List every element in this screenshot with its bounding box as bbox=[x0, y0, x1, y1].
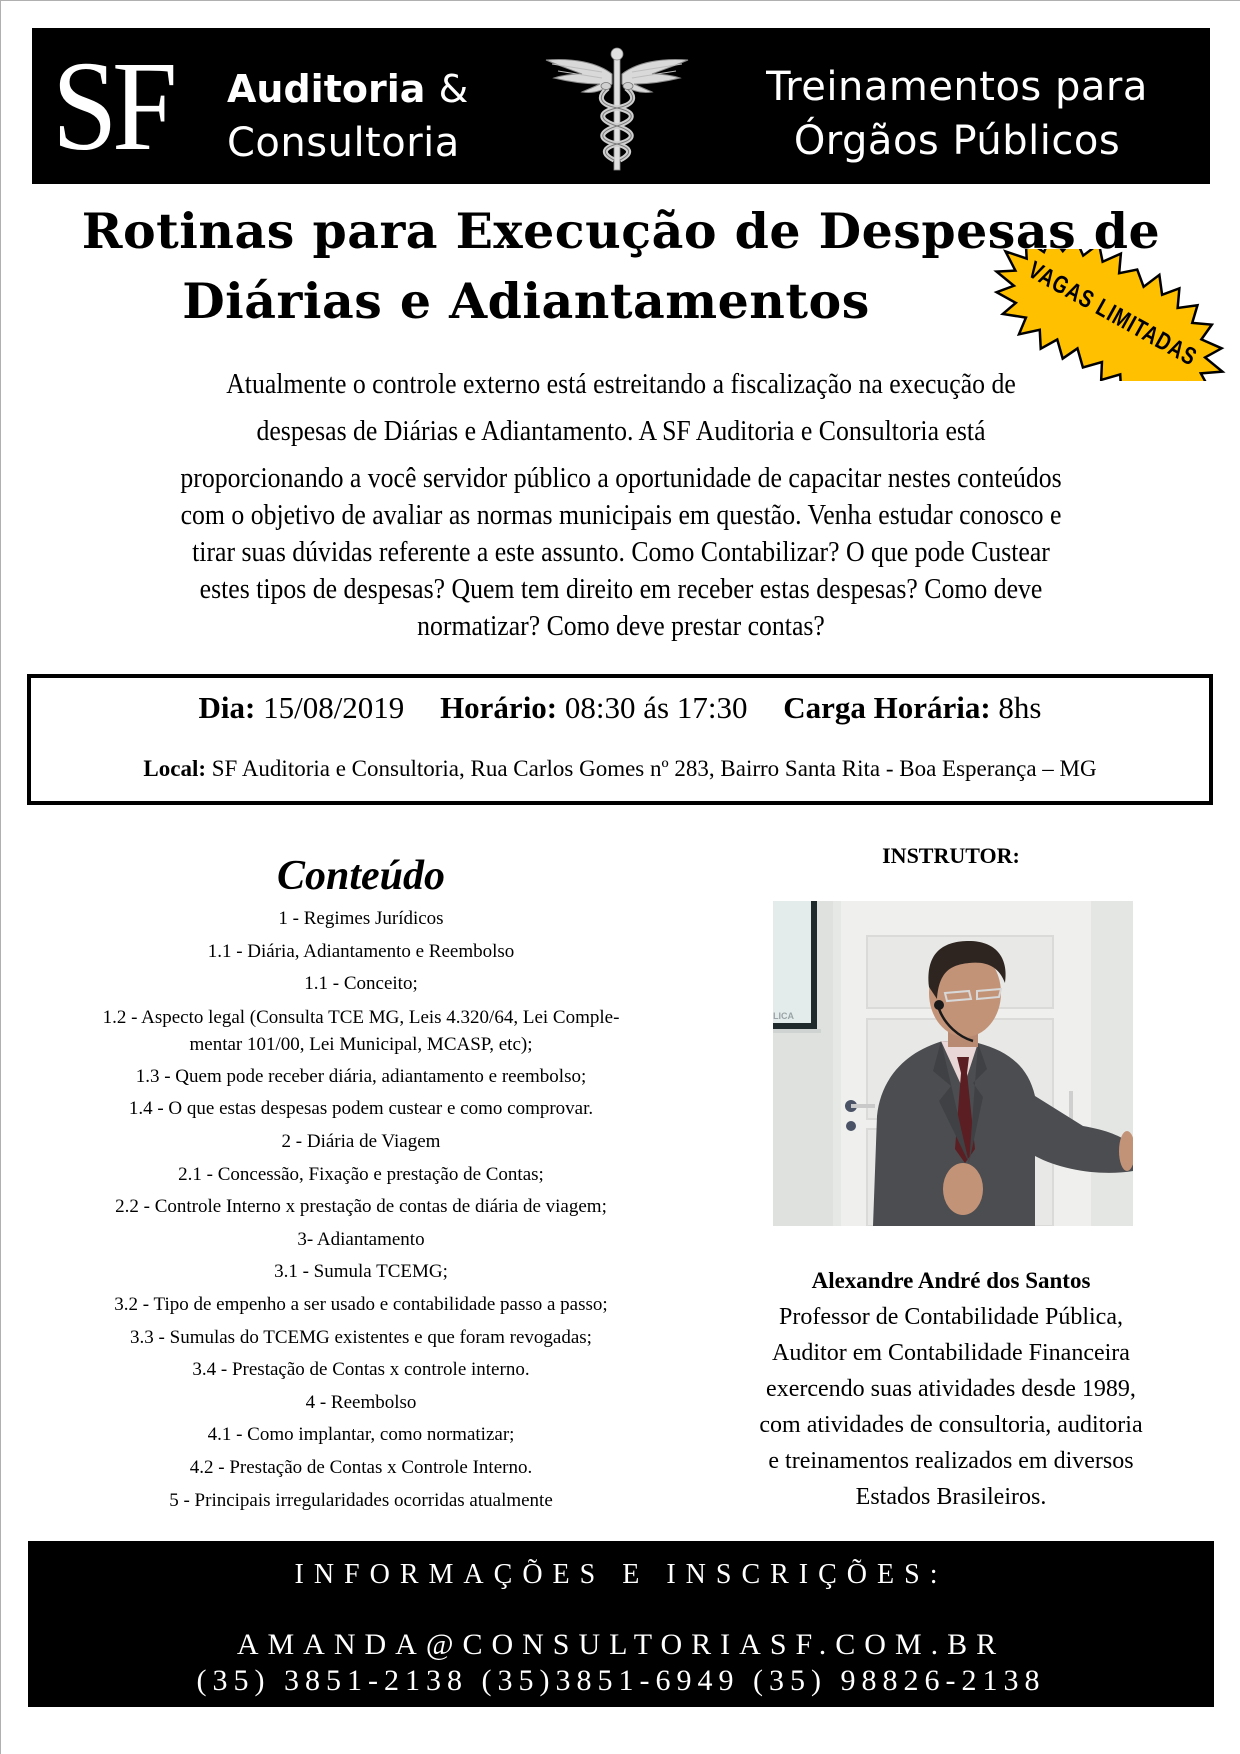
instructor-photo-illustration bbox=[773, 901, 1133, 1226]
list-item: 4.2 - Prestação de Contas x Controle Interno. bbox=[189, 1456, 533, 1478]
event-time bbox=[440, 688, 747, 728]
svg-text:LICA: LICA bbox=[773, 1011, 794, 1021]
page-title-line2: Diárias e Adiantamentos bbox=[182, 272, 870, 330]
instructor-bio-line: com atividades de consultoria, auditoria bbox=[759, 1412, 1143, 1438]
intro-line: tirar suas dúvidas referente a este assunto. Como Contabilizar? O que pode Custear bbox=[192, 537, 1050, 568]
header-banner bbox=[32, 28, 1210, 184]
event-time-value: 08:30 ás 17:30 bbox=[564, 690, 748, 725]
contents-title: Conteúdo bbox=[276, 853, 446, 899]
list-item: 2.1 - Concessão, Fixação e prestação de Contas; bbox=[178, 1163, 544, 1185]
list-item-part: mentar 101/00, Lei Municipal, MCASP, etc); bbox=[189, 1033, 533, 1055]
company-name-ampersand: & bbox=[438, 67, 469, 111]
intro-line: estes tipos de despesas? Quem tem direito em receber estas despesas? Como deve bbox=[199, 574, 1043, 605]
event-location bbox=[31, 753, 1209, 785]
instructor-name: Alexandre André dos Santos bbox=[811, 1268, 1091, 1293]
company-name-line1: Auditoria bbox=[227, 67, 426, 111]
instructor-bio-line: Estados Brasileiros. bbox=[855, 1484, 1047, 1510]
event-day-label: Dia: bbox=[198, 690, 256, 725]
event-location-label: Local: bbox=[143, 756, 206, 781]
company-name-line2: Consultoria bbox=[227, 120, 460, 166]
instructor-bio-line: Auditor em Contabilidade Financeira bbox=[772, 1340, 1130, 1366]
event-workload-label: Carga Horária: bbox=[783, 690, 991, 725]
event-day-value: 15/08/2019 bbox=[263, 690, 405, 725]
list-item: 3.2 - Tipo de empenho a ser usado e contabilidade passo a passo; bbox=[114, 1293, 608, 1315]
instructor-bio-line: e treinamentos realizados em diversos bbox=[768, 1448, 1134, 1474]
list-item: 1 - Regimes Jurídicos bbox=[278, 908, 444, 929]
event-time-label: Horário: bbox=[440, 690, 558, 725]
list-item-part: 1.2 - Aspecto legal (Consulta TCE MG, Leis 4.320/64, Lei Comple- bbox=[102, 1006, 620, 1028]
list-item: 2 - Diária de Viagem bbox=[281, 1130, 441, 1152]
tagline-line1: Treinamentos para bbox=[766, 64, 1148, 110]
instructor-bio-line: Professor de Contabilidade Pública, bbox=[779, 1304, 1123, 1330]
intro-line: proporcionando a você servidor público a oportunidade de capacitar nestes conteúdos bbox=[180, 463, 1062, 494]
event-day bbox=[199, 688, 405, 728]
tagline-line2: Órgãos Públicos bbox=[793, 118, 1121, 164]
list-item bbox=[31, 1001, 691, 1061]
list-item: 1.1 - Diária, Adiantamento e Reembolso bbox=[207, 940, 515, 962]
list-item: 2.2 - Controle Interno x prestação de contas de diária de viagem; bbox=[115, 1196, 607, 1218]
list-item: 4 - Reembolso bbox=[305, 1391, 417, 1413]
list-item: 3.3 - Sumulas do TCEMG existentes e que foram revogadas; bbox=[130, 1326, 592, 1348]
intro-paragraph bbox=[87, 366, 1154, 645]
list-item: 1.1 - Conceito; bbox=[304, 973, 418, 995]
badge-text: VAGAS LIMITADAS bbox=[1023, 256, 1202, 373]
list-item: 3.4 - Prestação de Contas x controle interno. bbox=[192, 1359, 530, 1381]
caduceus-icon bbox=[542, 44, 692, 174]
list-item: 3.1 - Sumula TCEMG; bbox=[274, 1261, 448, 1283]
intro-line: Atualmente o controle externo está estreitando a fiscalização na execução de bbox=[226, 369, 1016, 400]
event-info-box bbox=[27, 674, 1213, 805]
contact-phones: (35) 3851-2138 (35)3851-6949 (35) 98826-2138 bbox=[196, 1664, 1046, 1697]
instructor-bio bbox=[691, 1299, 1211, 1515]
contact-footer bbox=[28, 1541, 1214, 1707]
tagline bbox=[732, 60, 1182, 168]
event-location-value: SF Auditoria e Consultoria, Rua Carlos Gomes nº 283, Bairro Santa Rita - Boa Esperança – MG bbox=[211, 756, 1097, 781]
course-contents bbox=[31, 851, 691, 1517]
company-name bbox=[227, 62, 468, 170]
page-title-line1: Rotinas para Execução de Despesas de bbox=[81, 202, 1161, 260]
contents-list bbox=[31, 903, 691, 1517]
intro-line: com o objetivo de avaliar as normas municipais em questão. Venha estudar conosco e bbox=[180, 500, 1062, 531]
event-workload bbox=[783, 688, 1041, 728]
list-item: 5 - Principais irregularidades ocorridas atualmente bbox=[169, 1489, 553, 1511]
instructor-bio-line: exercendo suas atividades desde 1989, bbox=[766, 1376, 1136, 1402]
sf-logo-mark: SF bbox=[52, 35, 172, 177]
intro-line: normatizar? Como deve prestar contas? bbox=[417, 611, 825, 642]
limited-seats-badge bbox=[981, 249, 1240, 381]
list-item: 4.1 - Como implantar, como normatizar; bbox=[207, 1424, 515, 1446]
intro-line: despesas de Diárias e Adiantamento. A SF Auditoria e Consultoria está bbox=[256, 416, 986, 447]
event-schedule bbox=[31, 688, 1209, 728]
list-item: 1.3 - Quem pode receber diária, adiantamento e reembolso; bbox=[135, 1065, 587, 1087]
contact-email-link[interactable]: AMANDA@CONSULTORIASF.COM.BR bbox=[236, 1628, 1006, 1661]
instructor-label: INSTRUTOR: bbox=[882, 843, 1020, 868]
list-item: 1.4 - O que estas despesas podem custear e como comprovar. bbox=[128, 1098, 594, 1120]
event-workload-value: 8hs bbox=[998, 690, 1042, 725]
list-item: 3- Adiantamento bbox=[297, 1228, 425, 1250]
instructor-photo bbox=[773, 901, 1133, 1226]
contact-heading: INFORMAÇÕES E INSCRIÇÕES: bbox=[294, 1559, 948, 1590]
